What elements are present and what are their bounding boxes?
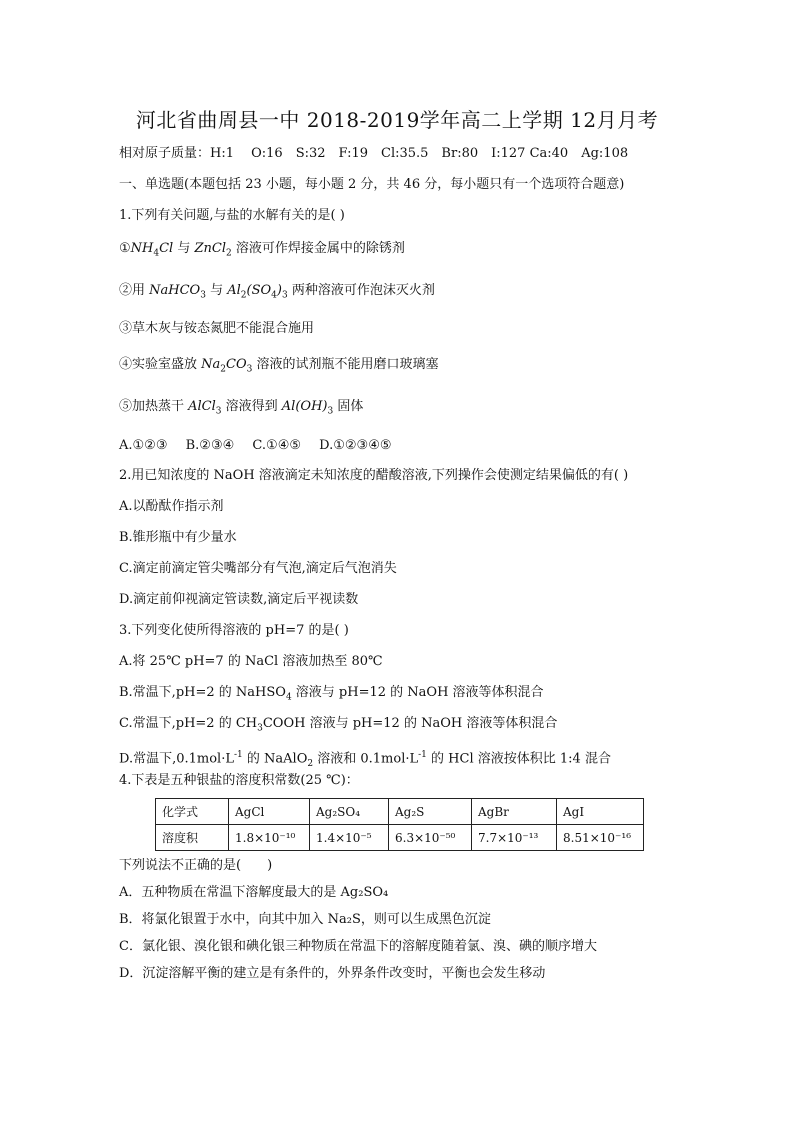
q1-option-c[interactable]: C.①④⑤ <box>252 438 302 453</box>
q2-option-c[interactable]: C.滴定前滴定管尖嘴部分有气泡,滴定后气泡消失 <box>119 561 397 576</box>
solubility-table <box>155 798 644 851</box>
section-heading: 一、单选题(本题包括 23 小题，每小题 2 分，共 46 分，每小题只有一个选项符合题意) <box>119 177 625 192</box>
q1-statement-4: ④实验室盛放 $Na_2CO_3$ 溶液的试剂瓶不能用磨口玻璃塞 <box>119 357 439 375</box>
q2-option-b[interactable]: B.锥形瓶中有少量水 <box>119 530 237 545</box>
q1-statement-3: ③草木灰与铵态氮肥不能混合施用 <box>119 321 315 336</box>
q2-option-a[interactable]: A.以酚酞作指示剂 <box>119 499 224 514</box>
table-cell: Ag₂S <box>389 799 472 825</box>
q1-option-b[interactable]: B.②③④ <box>185 438 235 453</box>
table-row <box>156 825 644 851</box>
q3-stem: 3.下列变化使所得溶液的 pH=7 的是( ) <box>119 623 349 638</box>
q1-option-a[interactable]: A.①②③ <box>119 438 168 453</box>
table-cell: 溶度积 <box>156 825 229 851</box>
q3-option-b[interactable]: B.常温下,pH=2 的 NaHSO$_4$ 溶液与 pH=12 的 NaOH 溶液等体积混合 <box>119 685 544 703</box>
q1-statement-5: ⑤加热蒸干 AlCl$_3$ 溶液得到 $Al(OH)_3$ 固体 <box>119 399 364 417</box>
q4-option-c[interactable]: C．氯化银、溴化银和碘化银三种物质在常温下的溶解度随着氯、溴、碘的顺序增大 <box>119 939 597 954</box>
q1-option-d[interactable]: D.①②③④⑤ <box>319 438 392 453</box>
table-cell: 8.51×10⁻¹⁶ <box>557 825 644 851</box>
table-cell: 1.4×10⁻⁵ <box>310 825 389 851</box>
q1-options <box>119 437 406 455</box>
q3-option-d[interactable]: D.常温下$,0.1mol\cdot L^{-1}$ 的 NaAlO$_2$ 溶液和 $0.1mol\cdot L^{-1}$ 的 HCl 溶液按体积比 1:4 混合 <box>119 750 611 769</box>
q2-option-d[interactable]: D.滴定前仰视滴定管读数,滴定后平视读数 <box>119 592 359 607</box>
page-title: 河北省曲周县一中 2018-2019学年高二上学期 12月月考 <box>135 108 659 132</box>
table-cell: AgI <box>557 799 644 825</box>
q4-option-a[interactable]: A．五种物质在常温下溶解度最大的是 Ag₂SO₄ <box>119 885 389 900</box>
table-cell: 6.3×10⁻⁵⁰ <box>389 825 472 851</box>
q4-option-b[interactable]: B．将氯化银置于水中，向其中加入 Na₂S，则可以生成黑色沉淀 <box>119 912 491 927</box>
q1-stem: 1.下列有关问题,与盐的水解有关的是( ) <box>119 208 345 223</box>
table-cell: 1.8×10⁻¹⁰ <box>229 825 310 851</box>
q1-statement-1: $①NH_4Cl$ 与 ZnCl$_2$ 溶液可作焊接金属中的除锈剂 <box>119 241 405 259</box>
table-row <box>156 799 644 825</box>
table-cell: AgCl <box>229 799 310 825</box>
q1-statement-2: ②用 NaHCO$_3$ 与 $Al_2(SO_4)_3$ 两种溶液可作泡沫灭火剂 <box>119 283 435 301</box>
table-cell: AgBr <box>472 799 557 825</box>
table-cell: Ag₂SO₄ <box>310 799 389 825</box>
q3-option-a[interactable]: A.将 25℃ pH=7 的 NaCl 溶液加热至 80℃ <box>119 654 383 669</box>
q4-option-d[interactable]: D．沉淀溶解平衡的建立是有条件的，外界条件改变时，平衡也会发生移动 <box>119 966 546 981</box>
q3-option-c[interactable]: C.常温下,pH=2 的 $CH_3COOH$ 溶液与 pH=12 的 NaOH 溶液等体积混合 <box>119 716 558 734</box>
q2-stem: 2.用已知浓度的 NaOH 溶液滴定未知浓度的醋酸溶液,下列操作会使测定结果偏低的有( ) <box>119 468 629 483</box>
q4-ask: 下列说法不正确的是( ) <box>119 858 273 873</box>
table-cell: 7.7×10⁻¹³ <box>472 825 557 851</box>
atomic-masses: 相对原子质量：H:1 O:16 S:32 F:19 Cl:35.5 Br:80 I:127 Ca:40 Ag:108 <box>119 146 629 161</box>
q4-stem: 4.下表是五种银盐的溶度积常数(25 ℃)： <box>119 773 359 788</box>
table-cell: 化学式 <box>156 799 229 825</box>
